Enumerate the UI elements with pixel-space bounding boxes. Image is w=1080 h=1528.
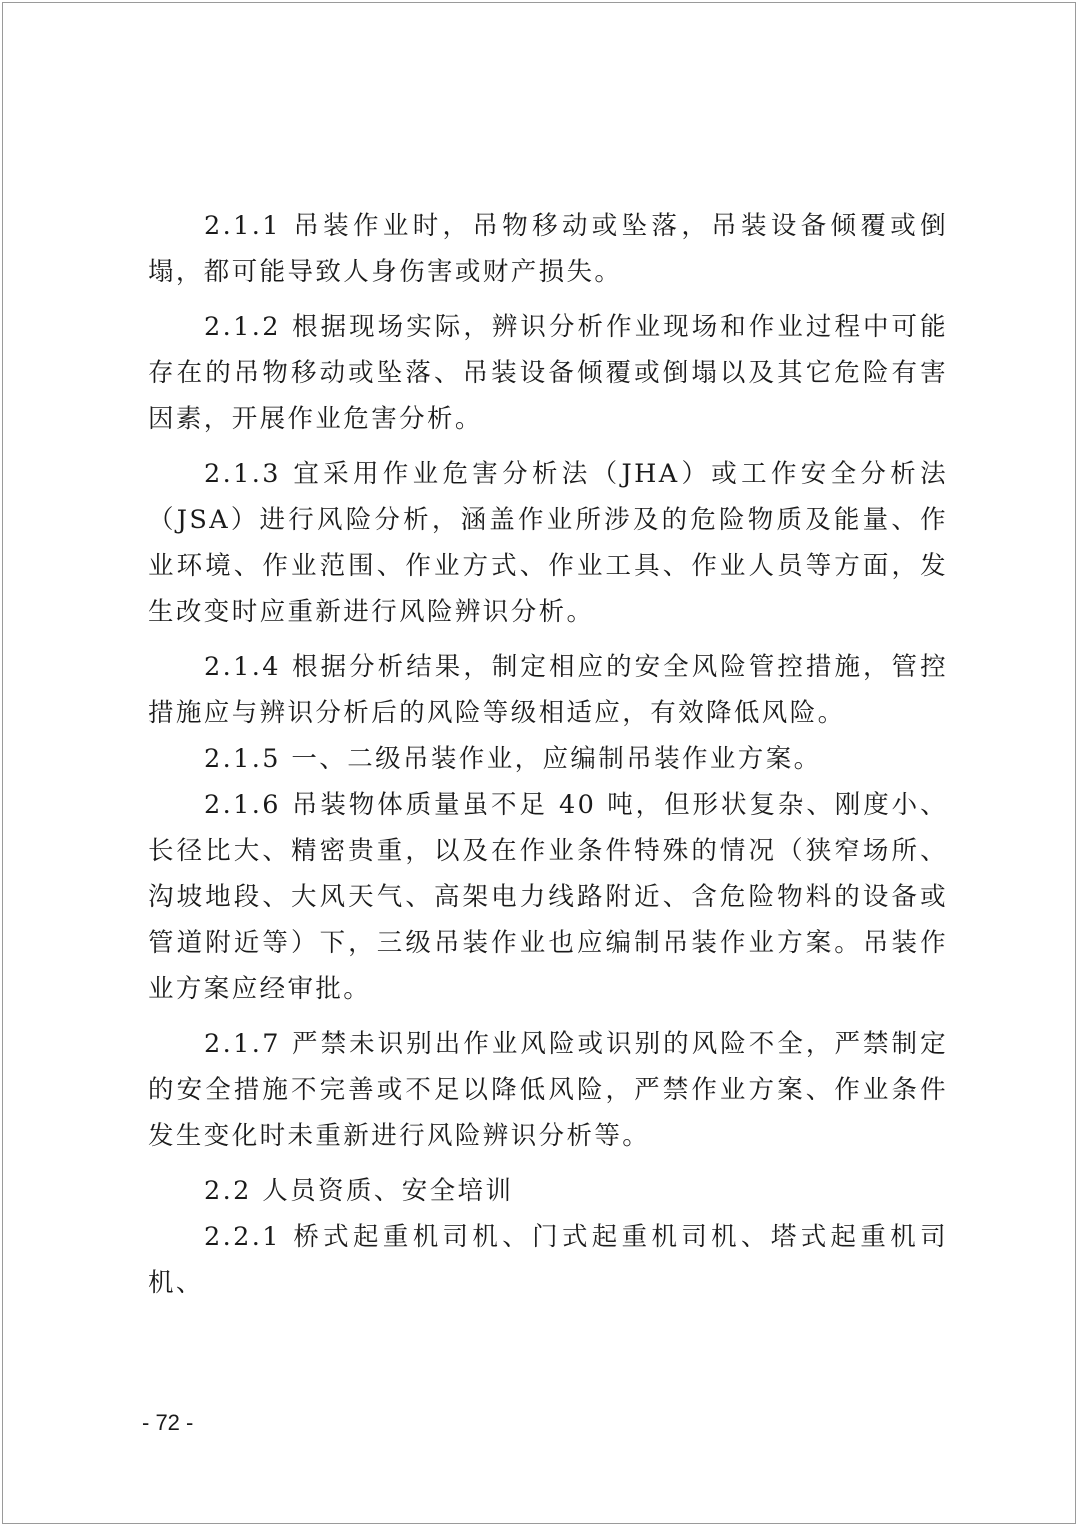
- paragraph-2-2-1: 2.2.1 桥式起重机司机、门式起重机司机、塔式起重机司机、: [148, 1222, 948, 1298]
- paragraph-2-1-2: 2.1.2 根据现场实际，辨识分析作业现场和作业过程中可能存在的吊物移动或坠落、吊装设备倾覆或倒塌以及其它危险有害因素，开展作业危害分析。: [148, 312, 948, 434]
- paragraph-2-1-3: 2.1.3 宜采用作业危害分析法（JHA）或工作安全分析法（JSA）进行风险分析，涵盖作业所涉及的危险物质及能量、作业环境、作业范围、作业方式、作业工具、作业人员等方面，发生改变时应重新进行风险辨识分析。: [148, 459, 948, 627]
- page-number: - 72 -: [142, 1410, 194, 1435]
- document-body: [148, 203, 948, 1306]
- paragraph-2-1-1: 2.1.1 吊装作业时，吊物移动或坠落，吊装设备倾覆或倒塌，都可能导致人身伤害或财产损失。: [148, 211, 948, 287]
- paragraph-2-1-5: 2.1.5 一、二级吊装作业，应编制吊装作业方案。: [204, 744, 822, 774]
- section-heading-2-2: 2.2 人员资质、安全培训: [204, 1176, 514, 1206]
- paragraph-2-1-4: 2.1.4 根据分析结果，制定相应的安全风险管控措施，管控措施应与辨识分析后的风险等级相适应，有效降低风险。: [148, 652, 948, 728]
- paragraph-2-1-6: 2.1.6 吊装物体质量虽不足 40 吨，但形状复杂、刚度小、长径比大、精密贵重，以及在作业条件特殊的情况（狭窄场所、沟坡地段、大风天气、高架电力线路附近、含危险物料的设备或管道附近等）下，三级吊装作业也应编制吊装作业方案。吊装作业方案应经审批。: [148, 790, 948, 1004]
- paragraph-2-1-7: 2.1.7 严禁未识别出作业风险或识别的风险不全，严禁制定的安全措施不完善或不足以降低风险，严禁作业方案、作业条件发生变化时未重新进行风险辨识分析等。: [148, 1029, 948, 1151]
